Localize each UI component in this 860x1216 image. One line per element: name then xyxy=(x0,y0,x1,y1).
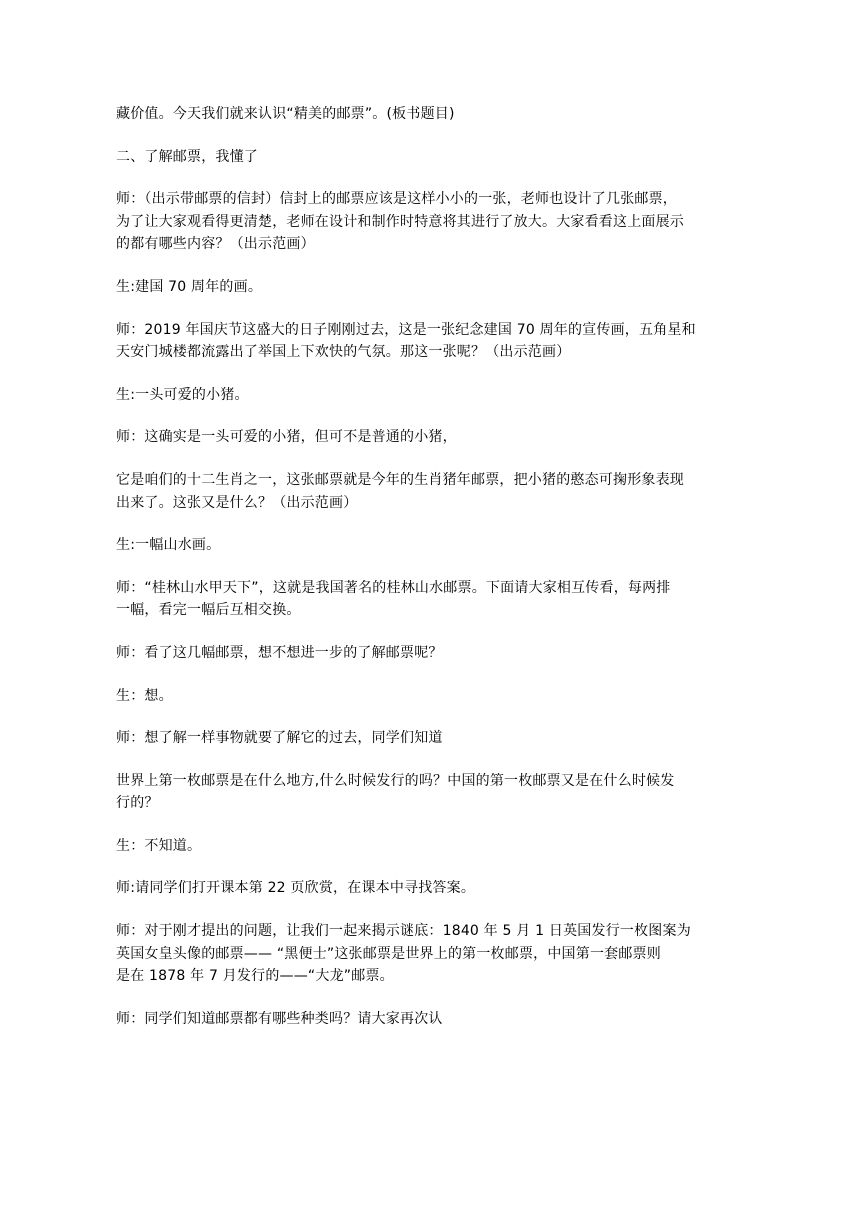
text-line: 师：看了这几幅邮票，想不想进一步的了解邮票呢？ xyxy=(116,644,443,661)
text-line: 世界上第一枚邮票是在什么地方,什么时候发行的吗？中国的第一枚邮票又是在什么时候发 xyxy=(116,772,675,789)
paragraph-student xyxy=(116,534,736,557)
text-line: 师：对于刚才提出的问题，让我们一起来揭示谜底：1840 年 5 月 1 日英国发行一枚图案为 xyxy=(116,923,691,940)
text-line: 出来了。这张又是什么？（出示范画） xyxy=(116,494,358,511)
paragraph-teacher xyxy=(116,1008,736,1031)
text-line: 师：同学们知道邮票都有哪些种类吗？请大家再次认 xyxy=(116,1010,443,1027)
paragraph-continuation xyxy=(116,469,736,514)
paragraph-intro-end xyxy=(116,103,736,126)
text-line: 为了让大家观看得更清楚，老师在设计和制作时特意将其进行了放大。大家看看这上面展示 xyxy=(116,213,684,230)
text-line: 师：2019 年国庆节这盛大的日子刚刚过去，这是一张纪念建国 70 周年的宣传画，五角星和 xyxy=(116,321,696,338)
text-line: 生：不知道。 xyxy=(116,837,202,854)
text-line: 师：（出示带邮票的信封）信封上的邮票应该是这样小小的一张，老师也设计了几张邮票， xyxy=(116,191,677,208)
paragraph-teacher xyxy=(116,426,736,449)
section-heading xyxy=(116,146,736,169)
text-line: 一幅，看完一幅后互相交换。 xyxy=(116,602,301,619)
paragraph-teacher xyxy=(116,920,736,988)
text-line: 它是咱们的十二生肖之一，这张邮票就是今年的生肖猪年邮票，把小猪的憨态可掬形象表现 xyxy=(116,471,684,488)
text-line: 行的？ xyxy=(116,795,159,812)
document-body xyxy=(116,103,736,1050)
paragraph-teacher xyxy=(116,642,736,665)
text-line: 生:一头可爱的小猪。 xyxy=(116,386,249,403)
paragraph-student xyxy=(116,276,736,299)
text-line: 生：想。 xyxy=(116,687,173,704)
paragraph-teacher xyxy=(116,188,736,256)
paragraph-teacher xyxy=(116,727,736,750)
text-line: 生:一幅山水画。 xyxy=(116,537,221,554)
text-line: 天安门城楼都流露出了举国上下欢快的气氛。那这一张呢？（出示范画） xyxy=(116,344,571,361)
paragraph-teacher xyxy=(116,319,736,364)
text-line: 师：“桂林山水甲天下”，这就是我国著名的桂林山水邮票。下面请大家相互传看，每两排 xyxy=(116,579,671,596)
paragraph-teacher xyxy=(116,577,736,622)
text-line: 的都有哪些内容？（出示范画） xyxy=(116,236,315,253)
text-line: 师:请同学们打开课本第 22 页欣赏，在课本中寻找答案。 xyxy=(116,880,476,897)
text-line: 二、了解邮票，我懂了 xyxy=(116,148,258,165)
text-line: 生:建国 70 周年的画。 xyxy=(116,278,263,295)
paragraph-teacher xyxy=(116,877,736,900)
text-line: 藏价值。今天我们就来认识“精美的邮票”。(板书题目) xyxy=(116,106,455,122)
text-line: 师：想了解一样事物就要了解它的过去，同学们知道 xyxy=(116,730,443,747)
paragraph-student xyxy=(116,835,736,858)
paragraph-student xyxy=(116,685,736,708)
paragraph-student xyxy=(116,384,736,407)
text-line: 师：这确实是一头可爱的小猪，但可不是普通的小猪， xyxy=(116,429,457,446)
text-line: 英国女皇头像的邮票—— “黑便士”这张邮票是世界上的第一枚邮票，中国第一套邮票则 xyxy=(116,945,661,962)
text-line: 是在 1878 年 7 月发行的——“大龙”邮票。 xyxy=(116,968,394,985)
paragraph-continuation xyxy=(116,770,736,815)
